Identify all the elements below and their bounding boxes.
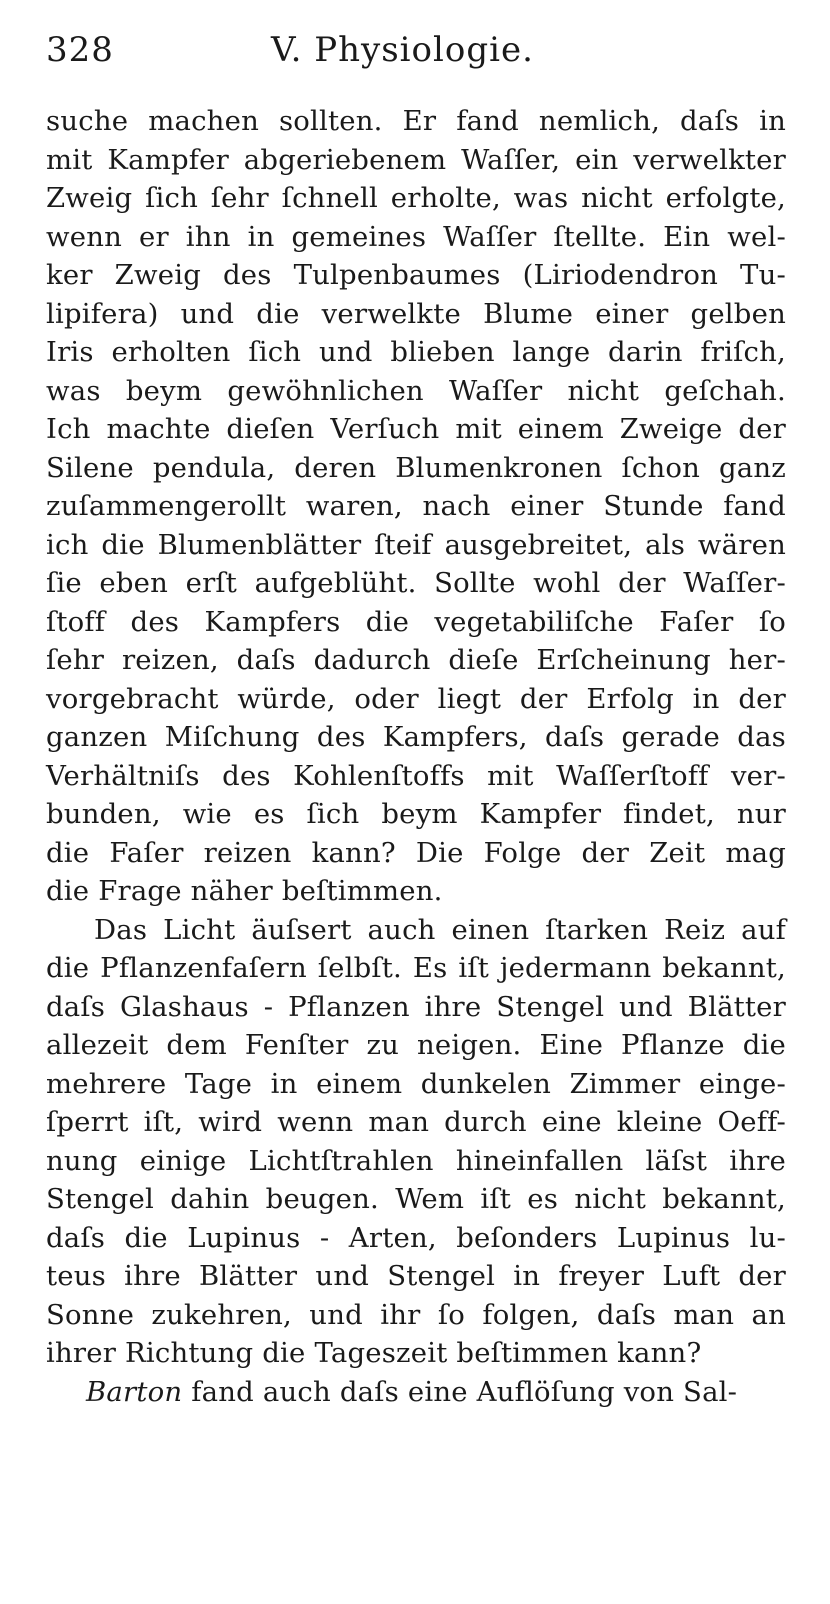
text-line: daſs die Lupinus - Arten, beſonders Lupinus lu- bbox=[46, 1221, 786, 1254]
paragraph-camphor bbox=[46, 102, 786, 911]
text-line: Stengel dahin beugen. Wem iſt es nicht bekannt, bbox=[46, 1183, 786, 1215]
text-line: vorgebracht würde, oder liegt der Erfolg in der bbox=[46, 682, 786, 715]
text-line: Ich machte dieſen Verſuch mit einem Zweige der bbox=[46, 413, 786, 445]
text-line: Sonne zukehren, und ihr ſo folgen, daſs man an bbox=[46, 1298, 786, 1331]
text-line: Das Licht äuſsert auch einen ſtarken Reiz auf bbox=[94, 913, 786, 946]
text-line: teus ihre Blätter und Stengel in freyer Luft der bbox=[46, 1260, 786, 1292]
paragraph-barton bbox=[46, 1373, 786, 1412]
text-line: ihrer Richtung die Tageszeit beſtimmen kann? bbox=[46, 1337, 702, 1369]
text-fragment: fand auch daſs eine Auflöſung von Sal- bbox=[191, 1375, 738, 1408]
text-line: die Pflanzenfaſern ſelbſt. Es iſt jedermann bekannt, bbox=[46, 952, 786, 984]
text-line: Verhältniſs des Kohlenſtoffs mit Waſſerſtoff ver- bbox=[46, 759, 786, 792]
author-name: Barton bbox=[86, 1375, 183, 1408]
text-line: die Frage näher beſtimmen. bbox=[46, 875, 443, 907]
text-line: bunden, wie es ſich beym Kampfer findet, nur bbox=[46, 798, 786, 830]
text-line: wenn er ihn in gemeines Waſſer ſtellte. Ein wel- bbox=[46, 220, 786, 253]
text-line: allezeit dem Fenſter zu neigen. Eine Pflanze die bbox=[46, 1029, 786, 1061]
text-line: ſperrt iſt, wird wenn man durch eine kleine Oeff- bbox=[46, 1106, 786, 1138]
text-line: ſie eben erſt aufgeblüht. Sollte wohl der Waſſer- bbox=[46, 567, 786, 599]
running-head: V. Physiologie. bbox=[271, 30, 534, 70]
text-line: ich die Blumenblätter ſteif ausgebreitet, als wären bbox=[46, 528, 786, 561]
body-text bbox=[46, 102, 786, 1411]
text-line: nung einige Lichtſtrahlen hineinfallen läſst ihre bbox=[46, 1144, 786, 1177]
paragraph-light bbox=[46, 911, 786, 1373]
text-line: Silene pendula, deren Blumenkronen ſchon ganz bbox=[46, 451, 786, 484]
text-line: die Faſer reizen kann? Die Folge der Zeit mag bbox=[46, 836, 786, 869]
text-line: lipifera) und die verwelkte Blume einer gelben bbox=[46, 297, 786, 330]
text-line: zuſammengerollt waren, nach einer Stunde fand bbox=[46, 490, 786, 522]
text-line: suche machen sollten. Er fand nemlich, daſs in bbox=[46, 105, 786, 137]
text-line: was beym gewöhnlichen Waſſer nicht geſchah. bbox=[46, 374, 786, 407]
text-line: daſs Glashaus - Pflanzen ihre Stengel und Blätter bbox=[46, 990, 786, 1023]
text-line: mit Kampfer abgeriebenem Waſſer, ein verwelkter bbox=[46, 143, 786, 176]
text-line: mehrere Tage in einem dunkelen Zimmer einge- bbox=[46, 1067, 786, 1100]
text-line: ſtoff des Kampfers die vegetabiliſche Faſer ſo bbox=[46, 605, 786, 638]
text-line: ſehr reizen, daſs dadurch dieſe Erſcheinung her- bbox=[46, 644, 786, 676]
text-line: ganzen Miſchung des Kampfers, daſs gerade das bbox=[46, 721, 786, 753]
text-line: Iris erholten ſich und blieben lange darin friſch, bbox=[46, 336, 786, 368]
page-header bbox=[46, 30, 566, 80]
text-line: ker Zweig des Tulpenbaumes (Liriodendron Tu- bbox=[46, 259, 786, 291]
text-line bbox=[46, 1373, 786, 1412]
text-line: Zweig ſich ſehr ſchnell erholte, was nicht erfolgte, bbox=[46, 182, 786, 214]
page-number: 328 bbox=[46, 30, 114, 70]
